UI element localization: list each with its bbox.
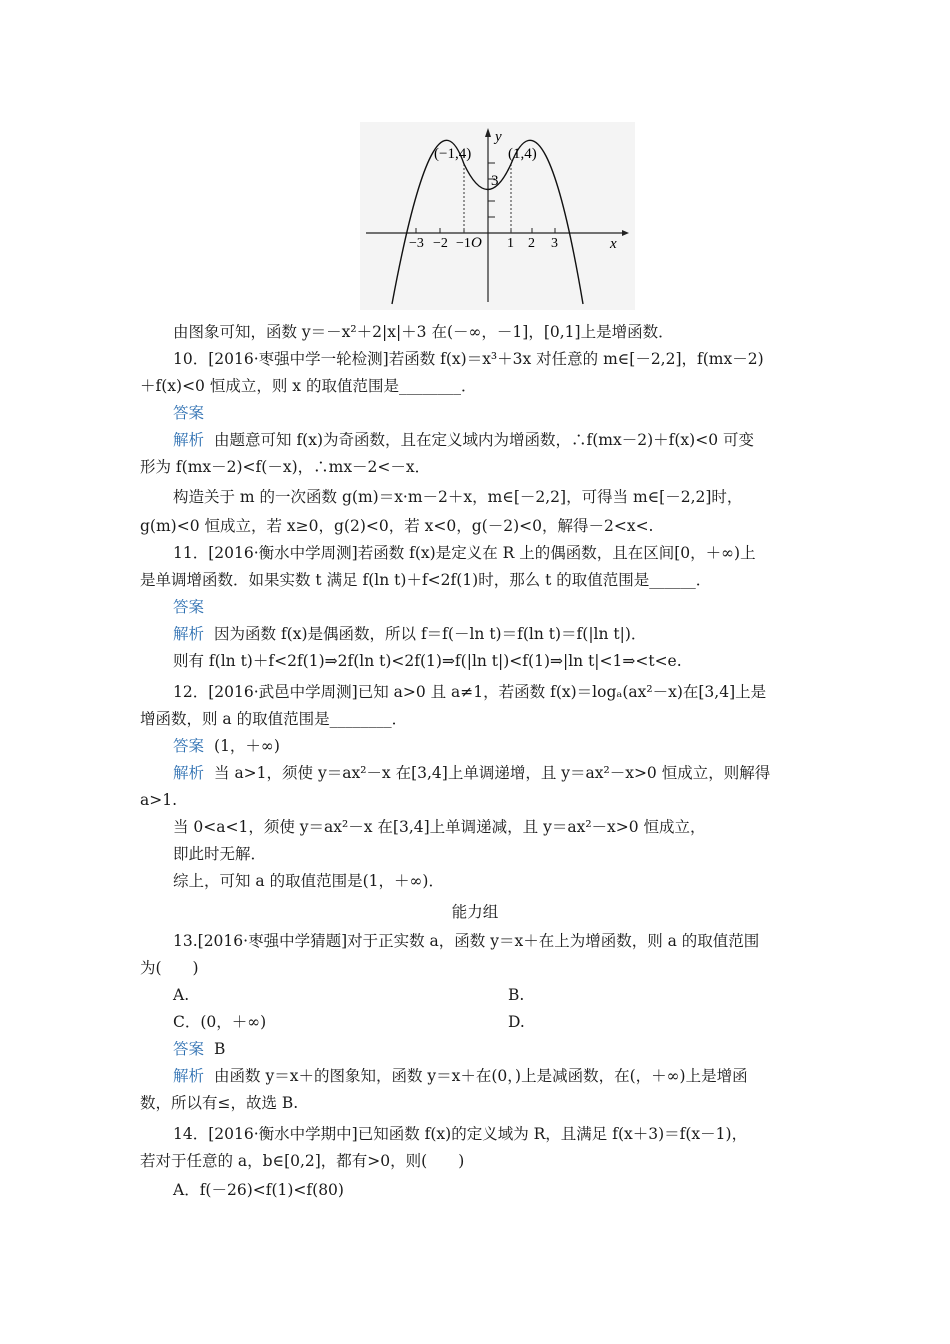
graph-background bbox=[360, 122, 635, 310]
option-d: D. bbox=[508, 1013, 525, 1031]
y-intercept-label: 3 bbox=[491, 173, 499, 189]
x-tick-label: −1 bbox=[456, 236, 471, 251]
answer-line bbox=[173, 403, 810, 423]
analysis-text: 因为函数 f(x)是偶函数，所以 f＝f(－ln t)＝f(ln t)＝f(|ln t|)． bbox=[214, 625, 647, 643]
answer-label: 答案 bbox=[173, 1040, 205, 1058]
x-tick-label: 3 bbox=[551, 236, 558, 251]
analysis-text: 由函数 y＝x＋的图象知，函数 y＝x＋在(0，)上是减函数，在(，＋∞)上是增函 bbox=[214, 1067, 748, 1085]
analysis-label: 解析 bbox=[173, 431, 205, 449]
y-axis-label: y bbox=[495, 129, 502, 145]
text-line: 是单调增函数．如果实数 t 满足 f(ln t)＋f<2f(1)时，那么 t 的取值范围是______． bbox=[140, 571, 712, 589]
text-line: 增函数，则 a 的取值范围是________． bbox=[140, 710, 408, 728]
analysis-line bbox=[173, 624, 810, 644]
analysis-line bbox=[173, 763, 810, 783]
section-heading: 能力组 bbox=[451, 903, 499, 921]
text-line: 即此时无解． bbox=[173, 845, 267, 863]
graph-svg bbox=[360, 122, 635, 310]
answer-line bbox=[173, 1039, 810, 1059]
answer-text: B bbox=[214, 1040, 226, 1058]
answer-line bbox=[173, 736, 810, 756]
answer-label: 答案 bbox=[173, 737, 205, 755]
answer-label: 答案 bbox=[173, 404, 205, 422]
x-axis-label: x bbox=[610, 236, 617, 252]
analysis-line bbox=[173, 430, 810, 450]
option-b: B. bbox=[508, 986, 525, 1004]
analysis-label: 解析 bbox=[173, 1067, 205, 1085]
option-a: A．f(－26)<f(1)<f(80) bbox=[173, 1181, 344, 1199]
text-line: 则有 f(ln t)＋f<2f(1)⇒2f(ln t)<2f(1)⇒f(|ln t|)<f(1)⇒|ln t|<1⇒<t<e. bbox=[173, 652, 682, 670]
analysis-line bbox=[173, 1066, 810, 1086]
analysis-label: 解析 bbox=[173, 625, 205, 643]
function-graph bbox=[360, 122, 635, 310]
question-12: 12．[2016·武邑中学周测]已知 a>0 且 a≠1，若函数 f(x)＝logₐ(ax²－x)在[3,4]上是 bbox=[173, 683, 767, 701]
question-10: 10．[2016·枣强中学一轮检测]若函数 f(x)＝x³＋3x 对任意的 m∈[－2,2]，f(mx－2) bbox=[173, 350, 764, 368]
text-line: 形为 f(mx－2)<f(－x)，∴mx－2<－x． bbox=[140, 458, 431, 476]
answer-text: (1，＋∞) bbox=[214, 737, 280, 755]
text-line: 若对于任意的 a，b∈[0,2]，都有>0，则( ) bbox=[140, 1152, 465, 1170]
question-14: 14．[2016·衡水中学期中]已知函数 f(x)的定义域为 R，且满足 f(x＋3)＝f(x－1)， bbox=[173, 1125, 748, 1143]
text-line: 数，所以有≤，故选 B. bbox=[140, 1094, 299, 1112]
option-a: A. bbox=[173, 986, 190, 1004]
option-c: C．(0，＋∞) bbox=[173, 1013, 267, 1031]
text-line: 综上，可知 a 的取值范围是(1，＋∞)． bbox=[173, 872, 444, 890]
answer-line bbox=[173, 597, 810, 617]
origin-label: O bbox=[471, 235, 482, 251]
text-line: 当 0<a<1，须使 y＝ax²－x 在[3,4]上单调递减，且 y＝ax²－x>0 恒成立， bbox=[173, 818, 706, 836]
analysis-text: 由题意可知 f(x)为奇函数，且在定义域内为增函数，∴f(mx－2)＋f(x)<0 可变 bbox=[214, 431, 754, 449]
text-line: 由图象可知，函数 y＝－x²＋2|x|＋3 在(－∞，－1]，[0,1]上是增函数． bbox=[173, 323, 674, 341]
text-line: g(m)<0 恒成立，若 x≥0，g(2)<0，若 x<0，g(－2)<0，解得－2<x<. bbox=[140, 517, 654, 535]
peak-left-label: (−1,4) bbox=[434, 146, 472, 162]
text-line: 为( ) bbox=[140, 959, 199, 977]
text-line: ＋f(x)<0 恒成立，则 x 的取值范围是________． bbox=[140, 377, 477, 395]
text-line: a>1. bbox=[140, 791, 178, 809]
text-line: 构造关于 m 的一次函数 g(m)＝x·m－2＋x，m∈[－2,2]，可得当 m∈[－2,2]时， bbox=[173, 488, 743, 506]
x-tick-label: −3 bbox=[409, 236, 424, 251]
answer-label: 答案 bbox=[173, 598, 205, 616]
x-tick-label: −2 bbox=[433, 236, 448, 251]
analysis-text: 当 a>1，须使 y＝ax²－x 在[3,4]上单调递增，且 y＝ax²－x>0 恒成立，则解得 bbox=[214, 764, 771, 782]
analysis-label: 解析 bbox=[173, 764, 205, 782]
question-13: 13.[2016·枣强中学猜题]对于正实数 a，函数 y＝x＋在上为增函数，则 a 的取值范围 bbox=[173, 932, 760, 950]
peak-right-label: (1,4) bbox=[508, 146, 537, 162]
x-tick-label: 2 bbox=[528, 236, 535, 251]
x-tick-label: 1 bbox=[507, 236, 514, 251]
question-11: 11．[2016·衡水中学周测]若函数 f(x)是定义在 R 上的偶函数，且在区间[0，＋∞)上 bbox=[173, 544, 756, 562]
